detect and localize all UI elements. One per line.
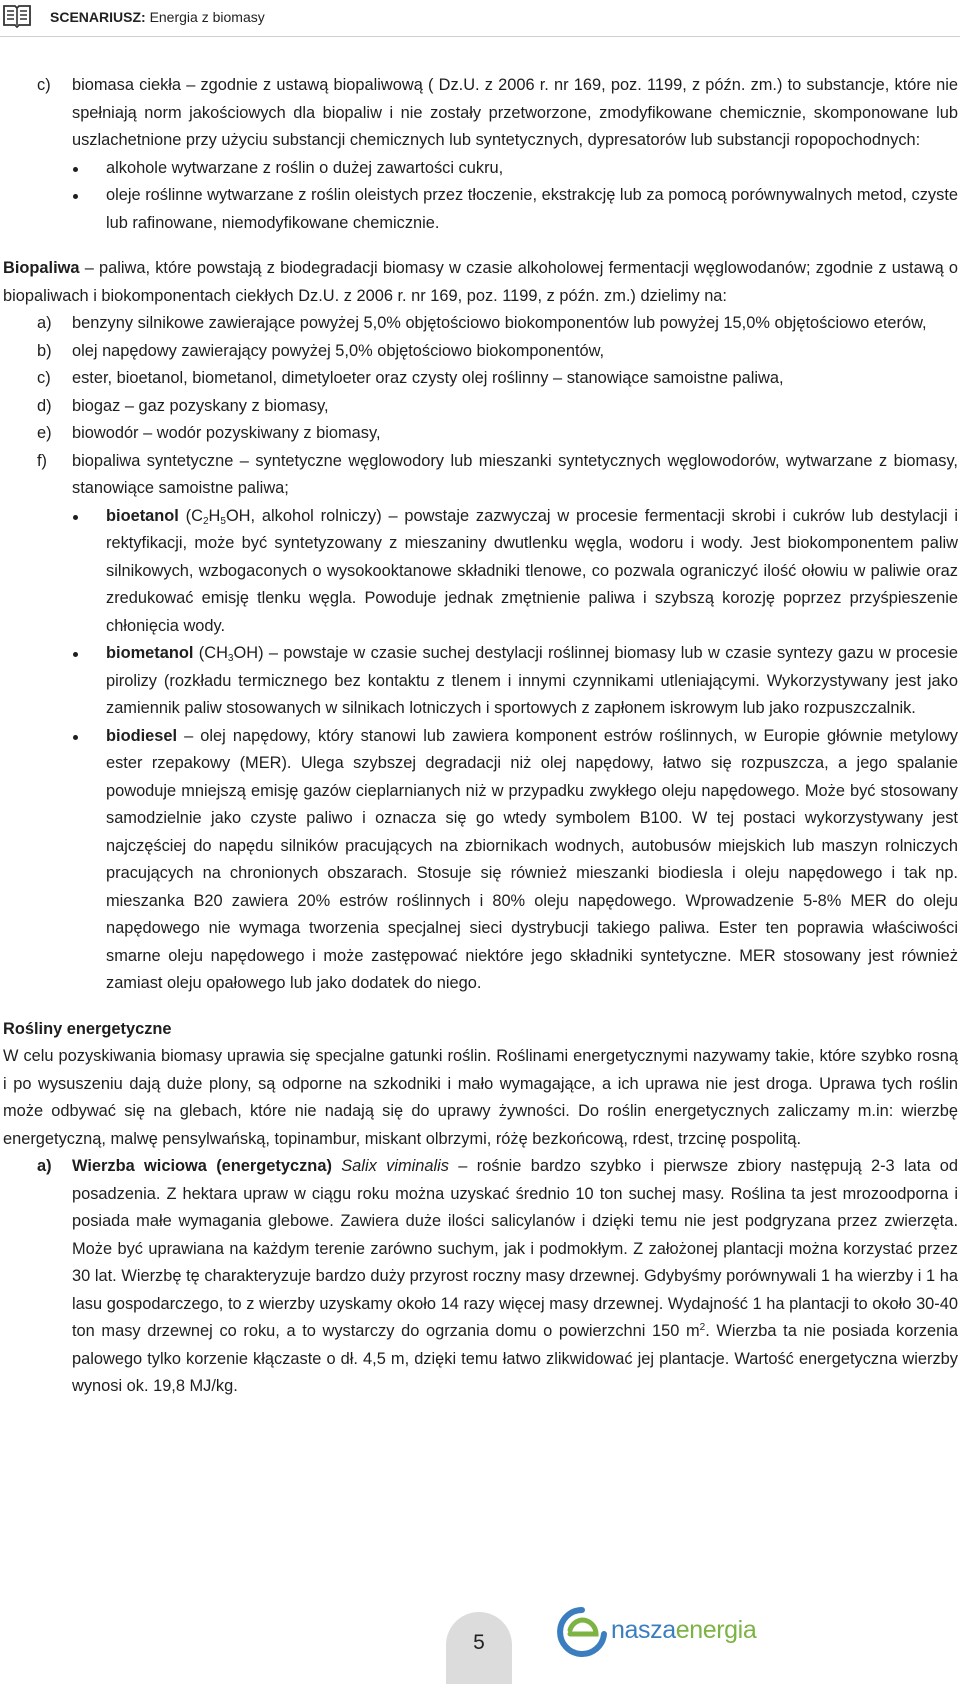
- biomasa-ciekla-item: [3, 72, 958, 155]
- biopaliwa-item: f) biopaliwa syntetyczne – syntetyczne węglowodory lub mieszanki syntetycznych węglowodorów, wytwarzane z biomasy, stanowiące samoistne paliwa;: [37, 451, 958, 497]
- page-number: 5: [473, 1631, 485, 1654]
- bullet-item: oleje roślinne wytwarzane z roślin oleistych przez tłoczenie, ekstrakcję lub za pomocą porównywalnych metod, czyste lub rafinowane, niemodyfikowane chemicznie.: [3, 182, 958, 237]
- biopaliwa-item: d) biogaz – gaz pozyskany z biomasy,: [37, 396, 329, 415]
- wierzba-item: a) Wierzba wiciowa (energetyczna) Salix viminalis – rośnie bardzo szybko i pierwsze zbiory następują 2-3 lata od posadzenia. Z hektara upraw w ciągu roku można uzyskać średnio 10 ton suchej masy. Roślina ta jest mrozoodporna i posiada małe wymagania glebowe. Zawiera duże ilości salicylanów i dzięki temu nie jest podgryzana przez zwierzęta. Może być uprawiana na każdym terenie zarówno suchym, jak i podmokłym. Z założonej plantacji można korzystać przez 30 lat. Wierzbę tę charakteryzuje bardzo duży przyrost roczny masy drzewnej. Gdybyśmy porównywali 1 ha wierzby i 1 ha lasu gospodarczego, to z wierzby uzyskamy około 14 razy więcej masy drzewnej. Wydajność 1 ha plantacji to około 30-40 ton masy drzewnej co roku, a to wystarczy do ogrzania domu o powierzchni 150 $m^2$. Wierzba ta nie posiada korzenia palowego tylko korzenie kłączaste o dł. 4,5 m, dzięki temu łatwo zlikwidować jej plantacje. Wartość energetyczna wierzby wynosi ok. 19,8 MJ/kg.: [37, 1157, 958, 1395]
- biopaliwa-item: e) biowodór – wodór pozyskiwany z biomasy,: [37, 424, 381, 442]
- page-header: [0, 0, 960, 36]
- section-heading: Rośliny energetyczne: [3, 1019, 172, 1038]
- item-text: biomasa ciekła – zgodnie z ustawą biopaliwową ( Dz.U. z 2006 r. nr 169, poz. 1199, z późn. zm.) to substancje, które nie spełniają norm jakościowych dla biopaliw i nie zostały przetworzone, zmodyfikowane chemicznie, skomponowane lub uszlachetnione przy użyciu substancji chemicznych lub syntetycznych, dypresatorów lub substancji ropopochodnych:: [72, 76, 958, 149]
- biopaliwa-paragraph: Biopaliwa – paliwa, które powstają z biodegradacji biomasy w czasie alkoholowej fermentacji węglowodanów; zgodnie z ustawą o biopaliwach i biokomponentach ciekłych Dz.U. z 2006 r. nr 169, poz. 1199, z późn. zm.) dzielimy na:: [3, 259, 958, 305]
- bioetanol-bullet: bioetanol ($C_2H_5OH$, alkohol rolniczy) – powstaje zazwyczaj w procesie fermentacji skrobi i cukrów lub destylacji i rektyfikacji, może być syntetyzowany z mieszaniny dwutlenku węgla, wodoru i wody. Jest biokomponentem paliw silnikowych, wzbogaconych o wysokooktanowe składniki tlenowe, co pozwala ograniczyć ilość ołowiu w paliwie oraz zredukować emisję tlenku węgla. Powoduje jednak zmętnienie paliwa i szybszą korozję poprzez przyśpieszenie chłonięcia wody.: [3, 503, 958, 641]
- header-divider: [0, 36, 960, 37]
- biopaliwa-item: a) benzyny silnikowe zawierające powyżej 5,0% objętościowo biokomponentów lub powyżej 15,0% objętościowo eterów,: [37, 314, 927, 332]
- biopaliwa-item: b) olej napędowy zawierający powyżej 5,0% objętościowo biokomponentów,: [37, 341, 605, 360]
- logo-text: naszaenergia: [611, 1616, 757, 1644]
- open-book-icon: [2, 3, 32, 29]
- biometanol-bullet: biometanol $(CH_3OH)$ – powstaje w czasie suchej destylacji roślinnej biomasy lub w czasie syntezy gazu w procesie pirolizy (rozkładu termicznego bez kontaktu z tlenem i innymi czynnikami utleniającymi. Wykorzystywany jest jako zamiennik paliw stosowanych w silnikach lotniczych i sportowych z zapłonem iskrowym lub jako rozpuszczalnik.: [3, 640, 958, 723]
- biopaliwa-item: c) ester, bioetanol, biometanol, dimetyloeter oraz czysty olej roślinny – stanowiące samoistne paliwa,: [37, 369, 784, 387]
- item-marker: c): [37, 76, 51, 94]
- document-body: [3, 72, 958, 1401]
- biopaliwa-term: Biopaliwa: [3, 259, 80, 277]
- rosliny-paragraph: W celu pozyskiwania biomasy uprawia się specjalne gatunki roślin. Roślinami energetycznymi nazywamy takie, które szybko rosną i po wysuszeniu dają duże plony, są odporne na szkodniki i mało wymagające, a ich uprawa nie jest droga. Uprawa tych roślin może odbywać się na glebach, które nie nadają się do uprawy żywności. Do roślin energetycznych zaliczamy m.in: wierzbę energetyczną, malwę pensylwańską, topinambur, miskant olbrzymi, różę bezkońcową, rdest, trzcinę pospolitą.: [3, 1047, 958, 1148]
- logo-mark-icon: [556, 1606, 608, 1658]
- header-title: SCENARIUSZ: Energia z biomasy: [50, 9, 265, 25]
- bullet-item: alkohole wytwarzane z roślin o dużej zawartości cukru,: [3, 155, 958, 183]
- biodiesel-bullet: biodiesel – olej napędowy, który stanowi lub zawiera komponent estrów roślinnych, w Europie głównie metylowy ester rzepakowy (MER). Ulega szybszej degradacji niż olej napędowy, łatwo się rozpuszcza, a jego spalanie powoduje mniejszą emisję gazów cieplarnianych niż w przypadku zwykłego oleju napędowego. Może być stosowany samodzielnie jako czyste paliwo i oznacza się go wtedy symbolem B100. W tej postaci wykorzystywany jest najczęściej do napędu silników pracujących na zbiornikach wodnych, autobusów miejskich lub maszyn rolniczych pracujących na chronionych obszarach. Stosuje się również mieszanki biodiesla i oleju napędowego i tak np. mieszanka B20 zawiera 20% estrów roślinnych i 80% oleju napędowego. Wprowadzenie 5-8% MER do oleju napędowego nie wymaga tworzenia specjalnej sieci dystrybucji takiego paliwa. Ester ten poprawia właściwości smarne oleju napędowego i może zastępować niektóre jego składniki syntetyczne. MER stosowany jest również zamiast oleju opałowego lub jako dodatek do niego.: [3, 723, 958, 998]
- naszaenergia-logo: [556, 1606, 756, 1658]
